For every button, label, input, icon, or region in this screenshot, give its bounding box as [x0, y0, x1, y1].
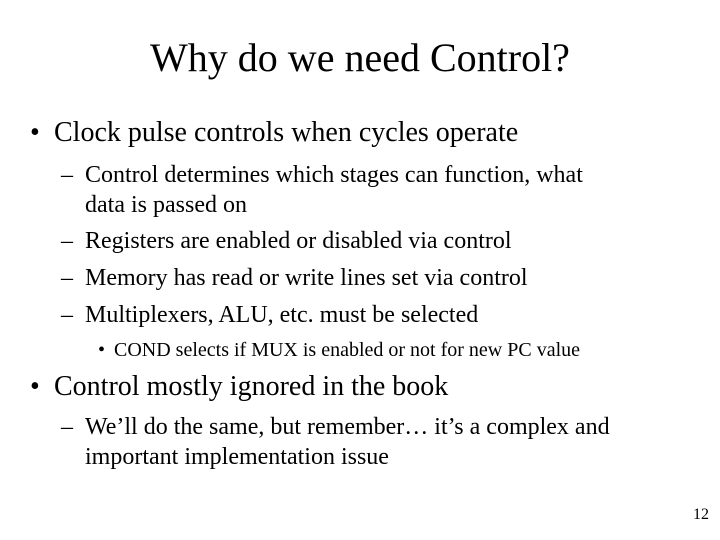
sub-bullet-text: Multiplexers, ALU, etc. must be selected — [85, 302, 479, 328]
nested-bullet-marker: • — [98, 339, 106, 361]
slide-title: Why do we need Control? — [150, 35, 570, 80]
sub-bullet-text: Memory has read or write lines set via control — [85, 265, 528, 291]
sub-bullet-text: Registers are enabled or disabled via control — [85, 228, 512, 254]
page-number: 12 — [693, 506, 709, 523]
sub-bullet-marker: – — [61, 265, 73, 291]
sub-bullet-text-line: data is passed on — [85, 192, 247, 218]
bullet-marker: • — [30, 371, 40, 402]
bullet-marker: • — [30, 117, 40, 148]
sub-bullet-marker: – — [61, 302, 73, 328]
bullet-text: Clock pulse controls when cycles operate — [54, 117, 519, 148]
sub-bullet-marker: – — [61, 162, 73, 188]
sub-bullet-text-line: We’ll do the same, but remember… it’s a complex and — [85, 414, 610, 440]
nested-bullet-text: COND selects if MUX is enabled or not for new PC value — [114, 339, 581, 361]
sub-bullet-marker: – — [61, 414, 73, 440]
sub-bullet-text-line: Control determines which stages can function, what — [85, 162, 583, 188]
sub-bullet-text-line: important implementation issue — [85, 444, 389, 470]
sub-bullet-marker: – — [61, 228, 73, 254]
bullet-text: Control mostly ignored in the book — [54, 371, 449, 402]
